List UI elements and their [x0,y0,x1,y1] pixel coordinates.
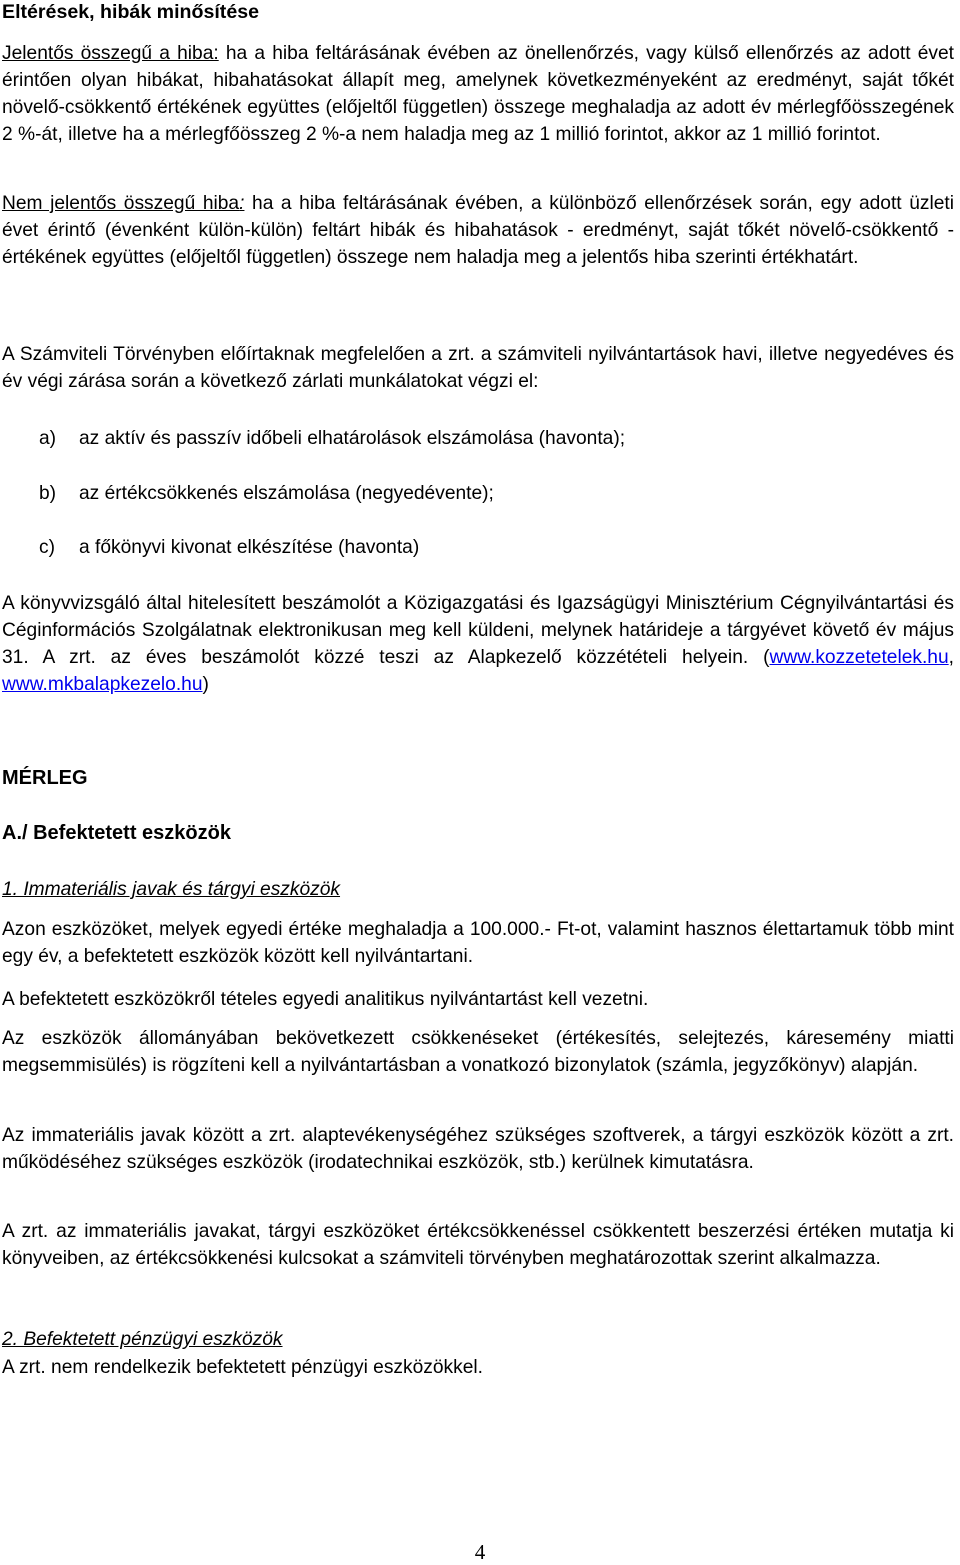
paragraph-asset-decreases: Az eszközök állományában bekövetkezett csökkenéseket (értékesítés, selejtezés, káresemény miatti megsemmisülés) is rögzíteni kell a nyilvántartásban a vonatkozó bizonylatok (számla, jegyzőkönyv) alapján. [2,1028,954,1076]
paragraph-depreciation: A zrt. az immateriális javakat, tárgyi eszközöket értékcsökkenéssel csökkentett beszerzési értéken mutatja ki könyveiben, az értékcsökkenési kulcsokat a számviteli törvényben meghatározottak szerint alkalmazza. [2,1221,954,1269]
paragraph-no-financial-assets: A zrt. nem rendelkezik befektetett pénzügyi eszközökkel. [2,1357,483,1378]
audit-report-text: A könyvvizsgáló által hitelesített beszámolót a Közigazgatási és Igazságügyi Minisztérium Cégnyilvántartási és Céginformációs Szolgálatnak elektronikusan meg kell küldeni, melynek határideje a tárgyévet követő év május 31. A zrt. az éves beszámolót közzé teszi az Alapkezelő közzétételi helyein. ( [2,593,954,668]
link-mkbalapkezelo[interactable]: www.mkbalapkezelo.hu [2,674,203,695]
audit-report-end: ) [202,674,209,695]
insignificant-error-colon: : [239,193,245,214]
paragraph-significant-error [2,40,954,148]
list-item [39,534,419,561]
list-item [39,425,625,452]
list-item-label: c) [39,537,55,558]
heading-fixed-assets: A./ Befektetett eszközök [2,822,231,844]
list-item-text: az aktív és passzív időbeli elhatárolások elszámolása (havonta); [79,428,626,449]
list-item-text: az értékcsökkenés elszámolása (negyedévente); [79,483,494,504]
link-separator: , [948,647,954,668]
paragraph-asset-threshold: Azon eszközöket, melyek egyedi értéke meghaladja a 100.000.- Ft-ot, valamint hasznos élettartamuk több mint egy év, a befektetett eszközök között kell nyilvántartani. [2,919,954,967]
list-item-label: a) [39,428,57,449]
subheading-intangible-tangible: 1. Immateriális javak és tárgyi eszközök [2,879,341,900]
significant-error-text: ha a hiba feltárásának évében az önellenőrzés, vagy külső ellenőrzés az adott évet érintően olyan hibákat, hibahatásokat állapít meg, amelynek következményeként az eredményt, saját tőkét növelő-csökkentő értékének együttes (előjeltől független) összege meghaladja az adott év mérlegfőösszegének 2 %-át, illetve ha a mérlegfőösszeg 2 %-a nem haladja meg az 1 millió forintot, akkor az 1 millió forintot. [2,43,954,145]
paragraph-audit-report [2,590,954,698]
paragraph-insignificant-error [2,190,954,271]
paragraph-analytic-records: A befektetett eszközökről tételes egyedi analitikus nyilvántartást kell vezetni. [2,989,649,1010]
list-item-label: b) [39,483,57,504]
significant-error-label: Jelentős összegű a hiba: [2,43,219,64]
list-item-text: a főkönyvi kivonat elkészítése (havonta) [79,537,420,558]
link-kozzetetelek[interactable]: www.kozzetetelek.hu [769,647,949,668]
list-item [39,480,494,507]
paragraph-asset-categories: Az immateriális javak között a zrt. alaptevékenységéhez szükséges szoftverek, a tárgyi eszközök között a zrt. működéséhez szükséges eszközök (irodatechnikai eszközök, stb.) kerülnek kimutatásra. [2,1125,954,1173]
paragraph-closing-tasks: A Számviteli Törvényben előírtaknak megfelelően a zrt. a számviteli nyilvántartások havi, illetve negyedéves és év végi zárása során a következő zárlati munkálatokat végzi el: [2,344,954,392]
heading-merleg: MÉRLEG [2,767,88,789]
insignificant-error-label: Nem jelentős összegű hiba [2,193,240,214]
subheading-financial-assets: 2. Befektetett pénzügyi eszközök [2,1329,283,1350]
section-title: Eltérések, hibák minősítése [2,1,260,23]
page-number: 4 [474,1540,486,1564]
insignificant-error-text: ha a hiba feltárásának évében, a különböző ellenőrzések során, egy adott üzleti évet érintő (évenként külön-külön) feltárt hibák és hibahatások - eredményt, saját tőkét növelő-csökkentő - értékének együttes (előjeltől független) összege nem haladja meg a jelentős hiba szerinti értékhatárt. [2,193,954,268]
